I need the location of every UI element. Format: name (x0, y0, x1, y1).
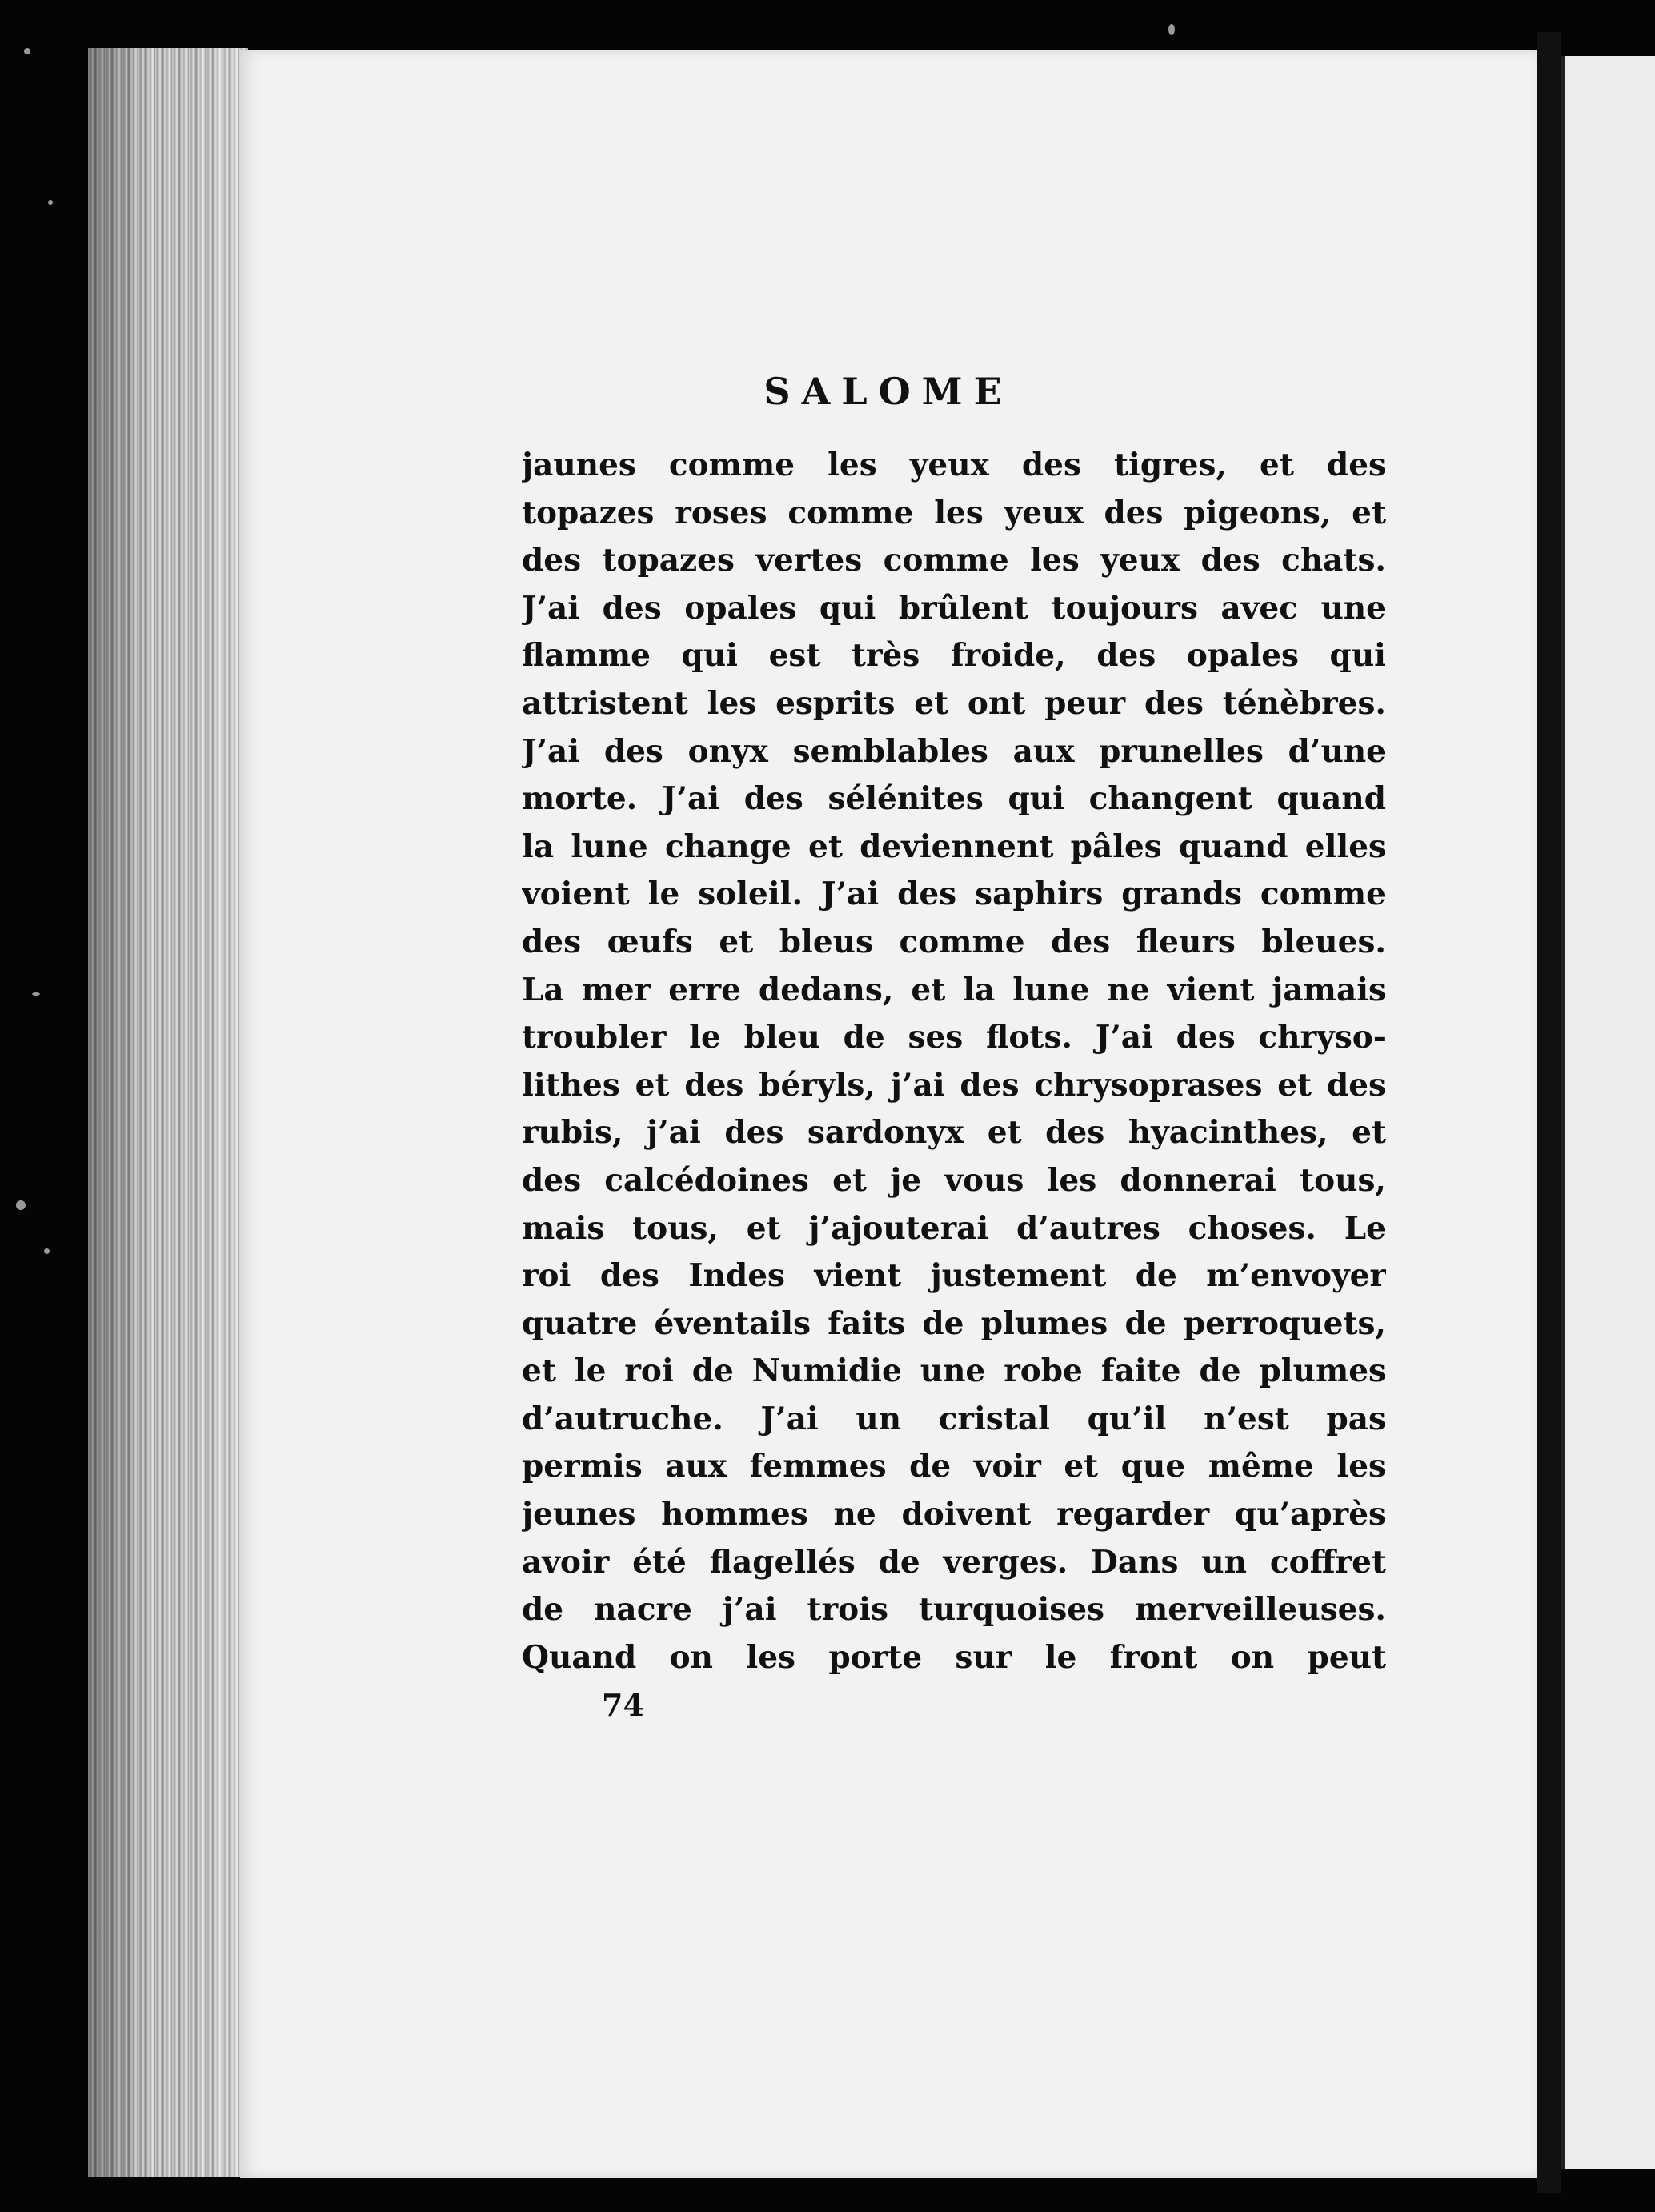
page-edges (88, 48, 248, 2177)
text-line: d’autruche. J’ai un cristal qu’il n’est pas (522, 1400, 1386, 1437)
text-line: quatre éventails faits de plumes de perroquets, (522, 1304, 1386, 1342)
dust-speck (1168, 24, 1175, 35)
text-line: mais tous, et j’ajouterai d’autres choses. Le (522, 1209, 1386, 1247)
text-line: La mer erre dedans, et la lune ne vient jamais (522, 971, 1386, 1008)
dust-speck (44, 1248, 50, 1254)
text-line: jeunes hommes ne doivent regarder qu’après (522, 1496, 1386, 1533)
text-line: roi des Indes vient justement de m’envoyer (522, 1257, 1386, 1295)
text-line: topazes roses comme les yeux des pigeons, et (522, 494, 1386, 531)
text-line: morte. J’ai des sélénites qui changent quand (522, 780, 1386, 818)
text-line: jaunes comme les yeux des tigres, et des (522, 447, 1386, 483)
text-line: attristent les esprits et ont peur des ténèbres. (522, 684, 1386, 722)
body-text (522, 442, 1386, 1681)
text-line: troubler le bleu de ses flots. J’ai des chryso- (522, 1019, 1386, 1056)
text-line: voient le soleil. J’ai des saphirs grands comme (522, 876, 1386, 913)
dust-speck (16, 1200, 26, 1210)
text-line: rubis, j’ai des sardonyx et des hyacinthes, et (522, 1114, 1386, 1152)
text-line: des topazes vertes comme les yeux des chats. (522, 542, 1386, 579)
facing-page-edge (1561, 56, 1655, 2169)
dust-speck (24, 48, 30, 54)
dust-speck (48, 200, 53, 205)
running-head: SALOME (763, 370, 1013, 413)
text-line: la lune change et deviennent pâles quand elles (522, 827, 1386, 865)
text-line: des œufs et bleus comme des fleurs bleues. (522, 923, 1386, 960)
text-line: J’ai des onyx semblables aux prunelles d’une (522, 732, 1386, 770)
page-number: 74 (602, 1687, 644, 1723)
text-line: permis aux femmes de voir et que même les (522, 1448, 1386, 1485)
text-line: flamme qui est très froide, des opales qui (522, 637, 1386, 675)
binding-gutter (1537, 32, 1561, 2193)
text-line: J’ai des opales qui brûlent toujours avec une (522, 589, 1386, 627)
text-line: des calcédoines et je vous les donnerai tous, (522, 1161, 1386, 1199)
text-line: de nacre j’ai trois turquoises merveilleuses. (522, 1591, 1386, 1629)
text-line: avoir été flagellés de verges. Dans un coffret (522, 1543, 1386, 1581)
text-line: Quand on les porte sur le front on peut (522, 1638, 1386, 1676)
text-line: et le roi de Numidie une robe faite de plumes (522, 1352, 1386, 1390)
dust-speck (32, 992, 40, 996)
text-line: lithes et des béryls, j’ai des chrysoprases et des (522, 1066, 1386, 1104)
